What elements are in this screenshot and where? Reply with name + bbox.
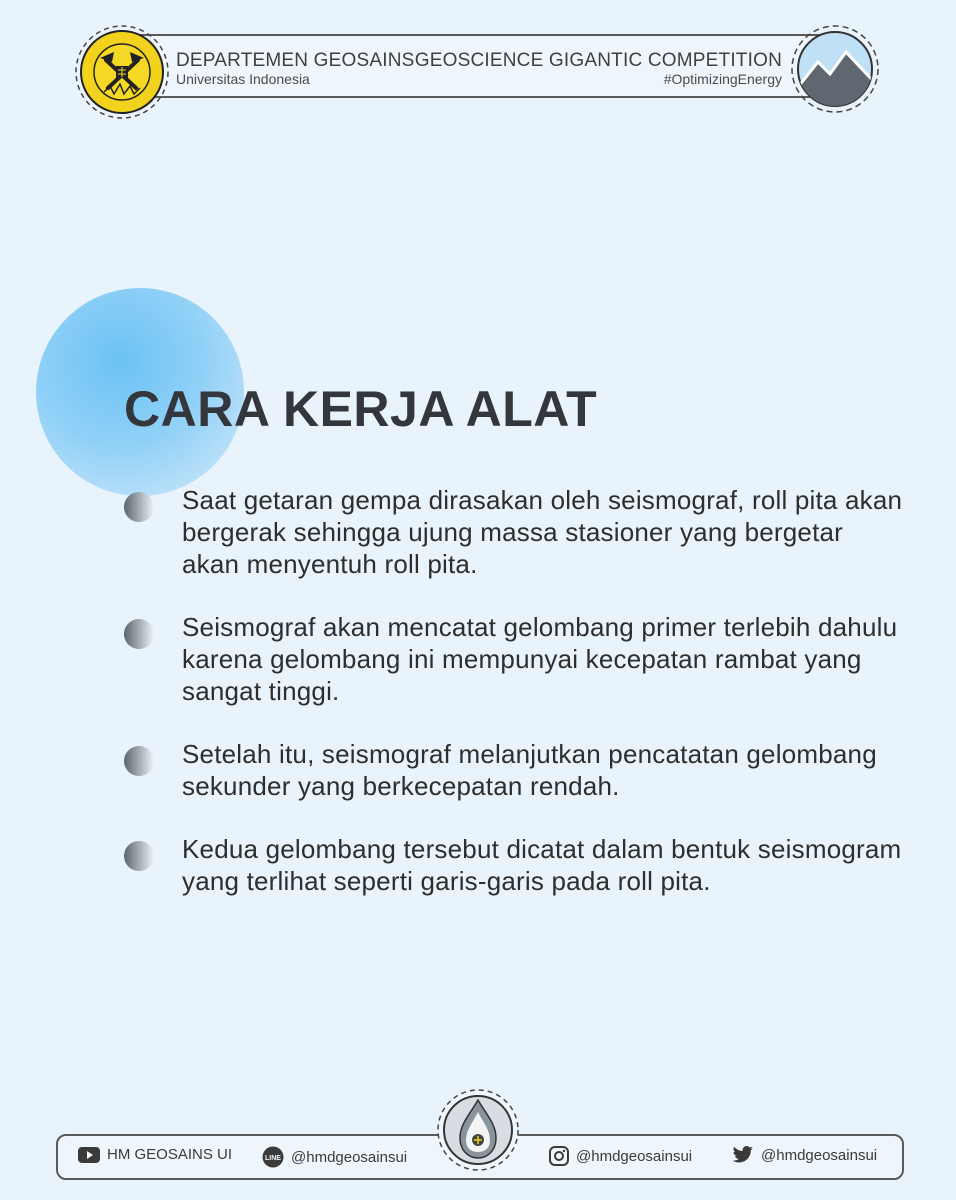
bullet-list (124, 484, 904, 928)
department-name: DEPARTEMEN GEOSAINS (176, 50, 415, 71)
footer-instagram[interactable] (549, 1146, 692, 1166)
bullet-text: Setelah itu, seismograf melanjutkan pencatatan gelombang sekunder yang berkecepatan rendah. (182, 739, 877, 801)
youtube-handle: HM GEOSAINS UI (107, 1146, 233, 1163)
bullet-text: Kedua gelombang tersebut dicatat dalam bentuk seismogram yang terlihat seperti garis-garis pada roll pita. (182, 834, 902, 896)
instagram-handle: @hmdgeosainsui (576, 1147, 693, 1165)
list-item (124, 611, 904, 707)
svg-text:LINE: LINE (265, 1155, 281, 1162)
line-handle: @hmdgeosainsui (291, 1148, 408, 1166)
list-item (124, 484, 904, 580)
bullet-dot-icon (124, 746, 154, 776)
footer-youtube[interactable] (78, 1146, 232, 1163)
line-icon (262, 1146, 284, 1168)
geosains-emblem-icon (436, 1086, 520, 1176)
list-item (124, 833, 904, 897)
footer-twitter[interactable] (732, 1146, 877, 1164)
himpunan-geosains-logo-icon (74, 24, 170, 120)
bullet-dot-icon (124, 841, 154, 871)
bullet-text: Seismograf akan mencatat gelombang primer terlebih dahulu karena gelombang ini mempunyai kecepatan rambat yang sangat tinggi. (182, 612, 898, 706)
bullet-dot-icon (124, 492, 154, 522)
instagram-icon (549, 1146, 569, 1166)
twitter-handle: @hmdgeosainsui (761, 1146, 878, 1164)
competition-hashtag: #OptimizingEnergy (663, 71, 782, 87)
youtube-icon (78, 1147, 100, 1163)
competition-name: GEOSCIENCE GIGANTIC COMPETITION (414, 50, 782, 71)
bullet-text: Saat getaran gempa dirasakan oleh seismograf, roll pita akan bergerak sehingga ujung massa stasioner yang bergetar akan menyentuh roll pita. (182, 485, 903, 579)
university-name: Universitas Indonesia (176, 71, 310, 87)
list-item (124, 738, 904, 802)
bullet-dot-icon (124, 619, 154, 649)
mountain-logo-icon (790, 24, 880, 114)
page-title: CARA KERJA ALAT (124, 381, 598, 437)
twitter-icon (732, 1146, 754, 1164)
footer-line[interactable] (262, 1146, 407, 1168)
